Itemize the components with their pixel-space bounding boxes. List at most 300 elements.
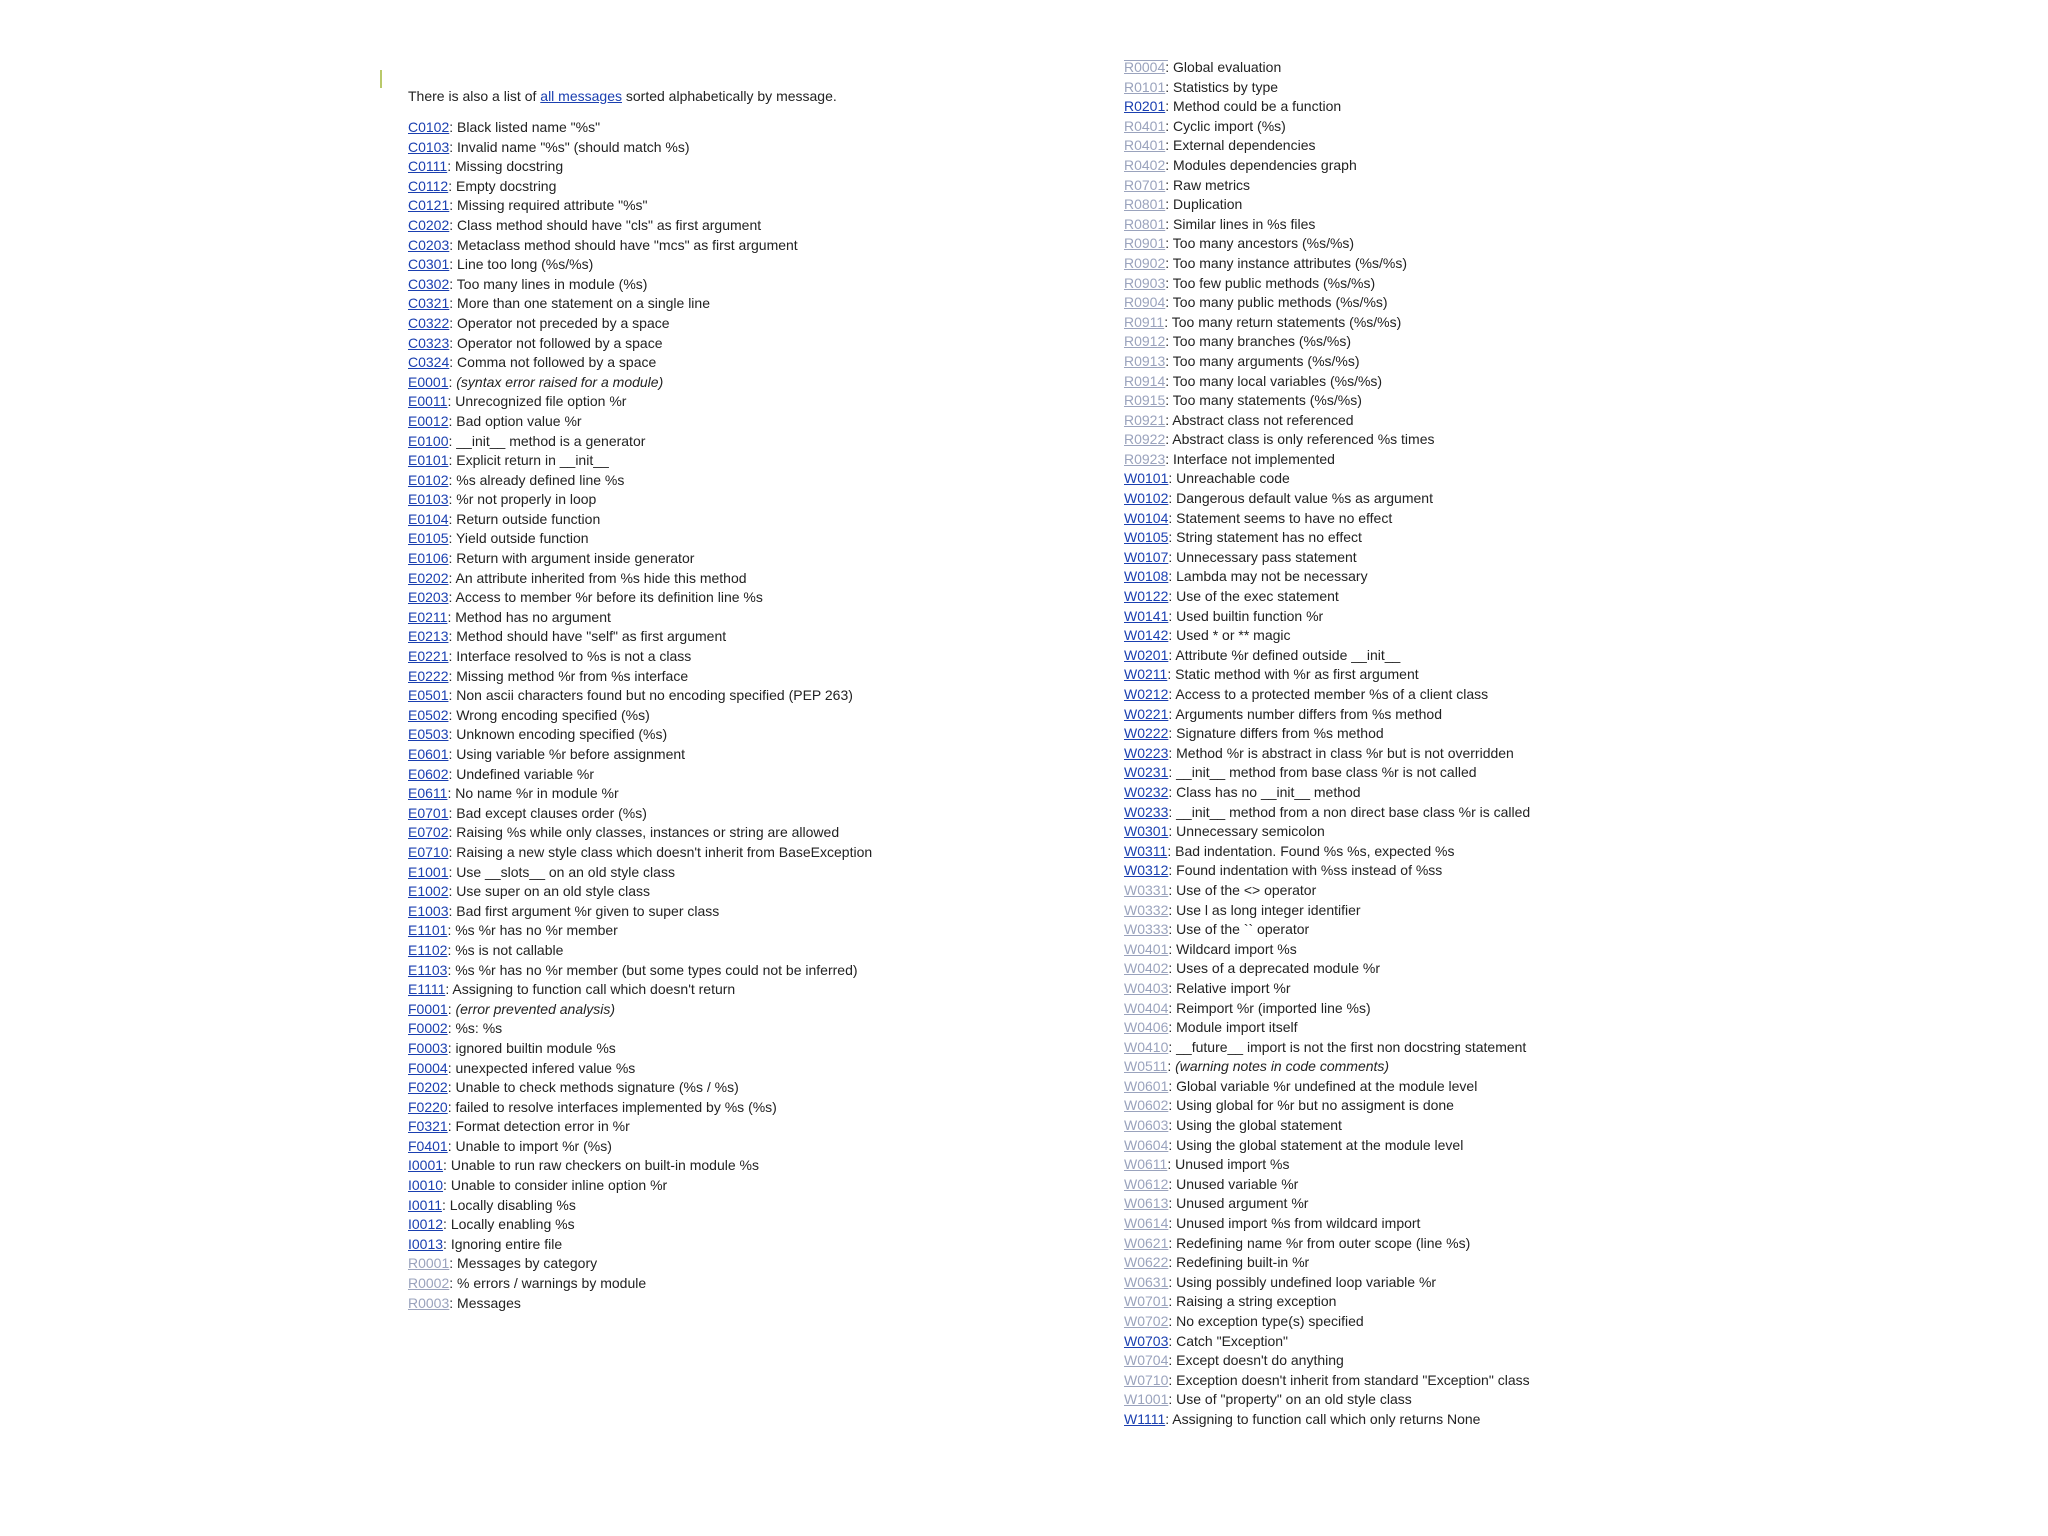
- message-row: [1124, 1371, 1844, 1391]
- message-text: __init__ method is a generator: [456, 432, 646, 449]
- message-row: [1124, 940, 1844, 960]
- message-text: Cyclic import (%s): [1173, 117, 1286, 134]
- separator: :: [1168, 960, 1177, 977]
- message-code-link[interactable]: W0710: [1124, 1371, 1169, 1388]
- separator: :: [1165, 254, 1173, 271]
- message-code-link[interactable]: W0231: [1124, 764, 1169, 781]
- message-code-link[interactable]: E0611: [408, 785, 448, 802]
- message-text: Raw metrics: [1173, 176, 1251, 193]
- separator: :: [1168, 901, 1177, 918]
- message-text: Lambda may not be necessary: [1176, 568, 1368, 585]
- message-code-link[interactable]: W0333: [1124, 921, 1169, 938]
- message-row: [408, 588, 1068, 608]
- message-row: [1124, 293, 1844, 313]
- message-code-link[interactable]: W0603: [1124, 1117, 1169, 1134]
- message-code-link[interactable]: F0002: [408, 1020, 448, 1037]
- message-text: Bad indentation. Found %s %s, expected %s: [1175, 842, 1455, 859]
- message-code-link[interactable]: E0012: [408, 412, 449, 429]
- message-text: Reimport %r (imported line %s): [1176, 999, 1371, 1016]
- message-row: [408, 804, 1068, 824]
- separator: :: [1168, 568, 1177, 585]
- message-text: Unreachable code: [1176, 470, 1290, 487]
- message-code-link[interactable]: R0911: [1124, 313, 1165, 330]
- message-text: failed to resolve interfaces implemented by %s (%s): [455, 1098, 777, 1115]
- separator: :: [447, 608, 456, 625]
- message-row: [1124, 959, 1844, 979]
- separator: :: [1164, 313, 1172, 330]
- message-row: [408, 1000, 1068, 1020]
- message-row: [408, 529, 1068, 549]
- message-row: [408, 667, 1068, 687]
- separator: :: [1168, 764, 1177, 781]
- separator: :: [1168, 803, 1177, 820]
- message-code-link[interactable]: W0404: [1124, 999, 1169, 1016]
- message-code-link[interactable]: W0301: [1124, 823, 1169, 840]
- message-code-link[interactable]: E1102: [408, 941, 448, 958]
- message-code-link[interactable]: E0602: [408, 765, 449, 782]
- separator: :: [449, 275, 457, 292]
- message-row: [408, 745, 1068, 765]
- message-text: Found indentation with %ss instead of %ss: [1176, 862, 1443, 879]
- message-code-link[interactable]: W0403: [1124, 979, 1169, 996]
- separator: :: [1168, 1234, 1177, 1251]
- separator: :: [1168, 999, 1177, 1016]
- message-code-link[interactable]: E0211: [408, 608, 448, 625]
- message-code-link[interactable]: E0105: [408, 530, 449, 547]
- message-code-link[interactable]: R0914: [1124, 372, 1166, 389]
- message-text: No exception type(s) specified: [1176, 1313, 1364, 1329]
- message-text: %s %r has no %r member (but some types could not be inferred): [455, 961, 858, 978]
- message-code-link[interactable]: R0912: [1124, 333, 1166, 350]
- message-code-link[interactable]: E0503: [408, 726, 449, 743]
- message-code-link[interactable]: F0001: [408, 1000, 448, 1017]
- message-code-link[interactable]: R0401: [1124, 117, 1166, 134]
- message-text: (error prevented analysis): [455, 1000, 615, 1017]
- message-text: %s already defined line %s: [456, 471, 625, 488]
- message-row: [408, 1196, 1068, 1216]
- separator: :: [448, 471, 457, 488]
- separator: :: [449, 1255, 458, 1272]
- message-code-link[interactable]: C0203: [408, 236, 450, 253]
- message-code-link[interactable]: W0331: [1124, 881, 1169, 898]
- separator: :: [1165, 411, 1173, 428]
- message-code-link[interactable]: W0604: [1124, 1136, 1169, 1153]
- message-code-link[interactable]: R0701: [1124, 176, 1166, 193]
- message-text: Operator not followed by a space: [457, 334, 663, 351]
- message-code-link[interactable]: W0108: [1124, 568, 1169, 585]
- separator: :: [449, 119, 458, 135]
- message-code-link[interactable]: E0100: [408, 432, 449, 449]
- message-text: Class method should have "cls" as first argument: [457, 216, 762, 233]
- message-code-link[interactable]: F0004: [408, 1059, 448, 1076]
- message-code-link[interactable]: F0401: [408, 1137, 448, 1154]
- message-text: Unable to consider inline option %r: [450, 1177, 668, 1194]
- separator: :: [1165, 352, 1173, 369]
- separator: :: [449, 1275, 458, 1292]
- message-code-link[interactable]: C0111: [408, 158, 448, 175]
- message-code-link[interactable]: E1003: [408, 902, 449, 919]
- message-row: [408, 725, 1068, 745]
- message-code-link[interactable]: E0103: [408, 491, 449, 508]
- message-row: [1124, 1390, 1844, 1410]
- message-row: [1124, 626, 1844, 646]
- message-code-link[interactable]: W0142: [1124, 627, 1169, 644]
- message-row: [408, 1117, 1068, 1137]
- message-text: Redefining name %r from outer scope (line %s): [1176, 1234, 1471, 1251]
- message-text: External dependencies: [1173, 137, 1316, 154]
- message-code-link[interactable]: R0001: [408, 1255, 450, 1272]
- message-row: [408, 1098, 1068, 1118]
- message-text: Unnecessary semicolon: [1176, 823, 1325, 840]
- separator: :: [449, 216, 458, 233]
- message-row: [408, 863, 1068, 883]
- message-row: [1124, 1018, 1844, 1038]
- message-row: [1124, 1194, 1844, 1214]
- message-code-link[interactable]: R0401: [1124, 137, 1166, 154]
- message-code-link[interactable]: W0105: [1124, 529, 1169, 546]
- message-code-link[interactable]: C0322: [408, 314, 450, 331]
- separator: :: [448, 589, 456, 606]
- separator: :: [447, 393, 456, 410]
- message-text: Using the global statement at the module level: [1176, 1136, 1464, 1153]
- message-code-link[interactable]: E0701: [408, 804, 449, 821]
- separator: :: [1168, 490, 1177, 507]
- message-code-link[interactable]: E0221: [408, 648, 449, 665]
- message-text: More than one statement on a single line: [457, 295, 710, 312]
- message-code-link[interactable]: R0003: [408, 1294, 450, 1311]
- message-code-link[interactable]: C0202: [408, 216, 450, 233]
- message-code-link[interactable]: F0220: [408, 1098, 448, 1115]
- separator: :: [1168, 1215, 1177, 1232]
- message-row: [1124, 1410, 1844, 1430]
- message-code-link[interactable]: E0106: [408, 550, 449, 567]
- message-row: [1124, 1253, 1844, 1273]
- message-text: Similar lines in %s files: [1173, 215, 1316, 232]
- message-code-link[interactable]: R0913: [1124, 352, 1166, 369]
- message-row: [1124, 803, 1844, 823]
- separator: :: [448, 824, 457, 841]
- message-code-link[interactable]: E0104: [408, 510, 449, 527]
- message-row: [408, 961, 1068, 981]
- message-code-link[interactable]: R0904: [1124, 294, 1166, 311]
- message-row: [408, 510, 1068, 530]
- message-row: [1124, 822, 1844, 842]
- message-code-link[interactable]: C0302: [408, 275, 450, 292]
- message-text: Too many ancestors (%s/%s): [1172, 235, 1355, 252]
- separator: :: [1168, 1097, 1177, 1114]
- separator: :: [1165, 78, 1174, 95]
- message-code-link[interactable]: R0902: [1124, 254, 1166, 271]
- separator: :: [448, 373, 457, 390]
- message-code-link[interactable]: W0702: [1124, 1313, 1169, 1329]
- message-row: [1124, 1292, 1844, 1312]
- message-row: [1124, 548, 1844, 568]
- message-text: Undefined variable %r: [456, 765, 595, 782]
- separator: :: [1165, 333, 1173, 350]
- message-code-link[interactable]: C0323: [408, 334, 450, 351]
- message-text: Black listed name "%s": [457, 119, 601, 135]
- message-text: Too many branches (%s/%s): [1172, 333, 1351, 350]
- message-code-link[interactable]: C0324: [408, 354, 450, 371]
- message-code-link[interactable]: W0332: [1124, 901, 1169, 918]
- message-code-link[interactable]: E1103: [408, 961, 448, 978]
- message-row: [1124, 744, 1844, 764]
- message-code-link[interactable]: I0013: [408, 1235, 444, 1252]
- message-row: [408, 1254, 1068, 1274]
- message-row: [408, 432, 1068, 452]
- message-code-link[interactable]: W0703: [1124, 1332, 1169, 1349]
- message-code-link[interactable]: W0233: [1124, 803, 1169, 820]
- message-code-link[interactable]: W0222: [1124, 725, 1169, 742]
- message-row: [1124, 1234, 1844, 1254]
- message-code-link[interactable]: W0410: [1124, 1038, 1169, 1055]
- message-code-link[interactable]: R0921: [1124, 411, 1166, 428]
- message-code-link[interactable]: W0122: [1124, 588, 1169, 605]
- message-text: Module import itself: [1176, 1019, 1298, 1036]
- message-text: Return with argument inside generator: [456, 550, 695, 567]
- message-code-link[interactable]: E0502: [408, 706, 449, 723]
- separator: :: [1168, 470, 1177, 487]
- message-code-link[interactable]: R0901: [1124, 235, 1166, 252]
- message-code-link[interactable]: F0202: [408, 1079, 448, 1096]
- separator: :: [448, 765, 457, 782]
- message-text: Unable to import %r (%s): [455, 1137, 612, 1154]
- message-code-link[interactable]: W0401: [1124, 940, 1169, 957]
- message-code-link[interactable]: R0801: [1124, 215, 1166, 232]
- message-text: Class has no __init__ method: [1176, 783, 1361, 800]
- message-code-link[interactable]: R0922: [1124, 431, 1166, 448]
- message-row: [408, 647, 1068, 667]
- message-code-link[interactable]: E0203: [408, 589, 449, 606]
- message-row: [408, 1294, 1068, 1314]
- message-row: [1124, 1273, 1844, 1293]
- message-code-link[interactable]: W0611: [1124, 1156, 1168, 1173]
- message-row: [1124, 1155, 1844, 1175]
- separator: :: [448, 510, 457, 527]
- message-code-link[interactable]: C0103: [408, 138, 450, 155]
- message-code-link[interactable]: R0004: [1124, 59, 1166, 75]
- message-text: (warning notes in code comments): [1175, 1058, 1390, 1075]
- separator: :: [449, 314, 458, 331]
- message-code-link[interactable]: W0201: [1124, 646, 1169, 663]
- message-code-link[interactable]: C0121: [408, 197, 450, 214]
- message-code-link[interactable]: W0511: [1124, 1058, 1168, 1075]
- message-code-link[interactable]: W0221: [1124, 705, 1169, 722]
- separator: :: [449, 295, 458, 312]
- message-text: Method should have "self" as first argument: [456, 628, 727, 645]
- separator: :: [1165, 59, 1174, 75]
- all-messages-link[interactable]: all messages: [540, 88, 622, 104]
- message-code-link[interactable]: E0213: [408, 628, 449, 645]
- message-code-link[interactable]: W0614: [1124, 1215, 1169, 1232]
- separator: :: [448, 902, 457, 919]
- message-text: Use of the exec statement: [1176, 588, 1339, 605]
- separator: :: [447, 1059, 456, 1076]
- message-code-link[interactable]: E0011: [408, 393, 448, 410]
- separator: :: [1168, 1313, 1177, 1329]
- message-code-link[interactable]: W0406: [1124, 1019, 1169, 1036]
- message-code-link[interactable]: R0002: [408, 1275, 450, 1292]
- message-text: ignored builtin module %s: [455, 1039, 616, 1056]
- message-text: Too many statements (%s/%s): [1172, 392, 1362, 409]
- message-code-link[interactable]: C0102: [408, 119, 450, 135]
- message-text: Global evaluation: [1173, 59, 1282, 75]
- message-row: [1124, 215, 1844, 235]
- separator: :: [1168, 940, 1177, 957]
- intro-text: [408, 86, 1068, 106]
- separator: :: [448, 706, 457, 723]
- message-row: [408, 412, 1068, 432]
- separator: :: [448, 628, 457, 645]
- message-row: [1124, 881, 1844, 901]
- message-row: [1124, 567, 1844, 587]
- message-row: [1124, 1332, 1844, 1352]
- separator: :: [1168, 686, 1176, 702]
- message-code-link[interactable]: E1111: [408, 981, 446, 998]
- message-code-link[interactable]: W0612: [1124, 1175, 1169, 1192]
- message-code-link[interactable]: W0402: [1124, 960, 1169, 977]
- message-text: Wrong encoding specified (%s): [456, 706, 650, 723]
- separator: :: [1168, 1371, 1177, 1388]
- message-code-link[interactable]: R0923: [1124, 450, 1166, 467]
- message-row: [408, 1059, 1068, 1079]
- message-code-link[interactable]: W0212: [1124, 686, 1169, 702]
- message-text: Unable to run raw checkers on built-in module %s: [450, 1157, 759, 1174]
- message-code-link[interactable]: W0621: [1124, 1234, 1169, 1251]
- message-code-link[interactable]: R0402: [1124, 156, 1166, 173]
- message-code-link[interactable]: W0223: [1124, 744, 1169, 761]
- message-row: [1124, 352, 1844, 372]
- separator: :: [1168, 607, 1177, 624]
- message-code-link[interactable]: R0915: [1124, 392, 1166, 409]
- message-code-link[interactable]: F0321: [408, 1118, 448, 1135]
- message-code-link[interactable]: E0222: [408, 667, 449, 684]
- message-text: Line too long (%s/%s): [457, 256, 594, 273]
- message-row: [408, 1019, 1068, 1039]
- message-text: Catch "Exception": [1176, 1332, 1289, 1349]
- right-column: [1124, 58, 1844, 1430]
- message-code-link[interactable]: W0102: [1124, 490, 1169, 507]
- message-row: [1124, 646, 1844, 666]
- message-code-link[interactable]: W1001: [1124, 1391, 1169, 1408]
- message-code-link[interactable]: I0010: [408, 1177, 444, 1194]
- message-text: Too many lines in module (%s): [456, 275, 648, 292]
- message-row: [1124, 1136, 1844, 1156]
- message-row: [408, 1156, 1068, 1176]
- message-row: [408, 686, 1068, 706]
- message-row: [1124, 274, 1844, 294]
- message-code-link[interactable]: I0001: [408, 1157, 444, 1174]
- message-row: [1124, 78, 1844, 98]
- message-text: Abstract class is only referenced %s times: [1172, 431, 1435, 448]
- message-code-link[interactable]: R0101: [1124, 78, 1166, 95]
- message-code-link[interactable]: W0101: [1124, 470, 1169, 487]
- message-code-link[interactable]: W0602: [1124, 1097, 1169, 1114]
- message-row: [1124, 920, 1844, 940]
- message-code-link[interactable]: E1002: [408, 883, 449, 900]
- separator: :: [1167, 842, 1176, 859]
- message-text: Access to a protected member %s of a client class: [1175, 686, 1489, 702]
- message-code-link[interactable]: E1101: [408, 922, 448, 939]
- message-code-link[interactable]: R0201: [1124, 98, 1166, 115]
- separator: :: [1168, 1254, 1177, 1271]
- separator: :: [448, 452, 457, 469]
- message-row: [1124, 489, 1844, 509]
- message-row: [1124, 724, 1844, 744]
- message-code-link[interactable]: E0702: [408, 824, 449, 841]
- message-code-link[interactable]: E0202: [408, 569, 449, 586]
- message-code-link[interactable]: W0312: [1124, 862, 1169, 879]
- message-code-link[interactable]: R0801: [1124, 196, 1166, 213]
- message-text: __future__ import is not the first non docstring statement: [1176, 1038, 1527, 1055]
- message-row: [408, 138, 1068, 158]
- message-code-link[interactable]: W1111: [1124, 1410, 1166, 1427]
- message-text: Unused import %s: [1175, 1156, 1290, 1173]
- message-code-link[interactable]: W0704: [1124, 1352, 1169, 1369]
- message-code-link[interactable]: W0622: [1124, 1254, 1169, 1271]
- separator: :: [1165, 156, 1174, 173]
- message-text: Unnecessary pass statement: [1176, 548, 1357, 565]
- separator: :: [448, 863, 457, 880]
- message-text: Arguments number differs from %s method: [1175, 705, 1443, 722]
- message-code-link[interactable]: W0107: [1124, 548, 1169, 565]
- message-row: [408, 549, 1068, 569]
- separator: :: [1168, 627, 1177, 644]
- message-code-link[interactable]: I0012: [408, 1216, 444, 1233]
- message-code-link[interactable]: W0211: [1124, 666, 1168, 683]
- message-row: [408, 882, 1068, 902]
- message-code-link[interactable]: E0001: [408, 373, 449, 390]
- separator: :: [449, 1294, 458, 1311]
- message-code-link[interactable]: E0501: [408, 687, 449, 704]
- message-code-link[interactable]: W0631: [1124, 1273, 1169, 1290]
- message-code-link[interactable]: C0301: [408, 256, 450, 273]
- message-row: [1124, 332, 1844, 352]
- message-row: [1124, 1351, 1844, 1371]
- message-code-link[interactable]: W0613: [1124, 1195, 1169, 1212]
- message-code-link[interactable]: R0903: [1124, 274, 1166, 291]
- message-code-link[interactable]: W0104: [1124, 509, 1169, 526]
- message-row: [1124, 999, 1844, 1019]
- separator: :: [1168, 979, 1177, 996]
- message-code-link[interactable]: I0011: [408, 1196, 442, 1213]
- message-code-link[interactable]: C0321: [408, 295, 450, 312]
- message-row: [1124, 411, 1844, 431]
- message-code-link[interactable]: C0112: [408, 177, 449, 194]
- separator: :: [448, 177, 456, 194]
- separator: :: [1168, 823, 1177, 840]
- message-code-link[interactable]: W0141: [1124, 607, 1169, 624]
- message-row: [1124, 450, 1844, 470]
- separator: :: [448, 530, 457, 547]
- message-row: [408, 490, 1068, 510]
- message-code-link[interactable]: E0101: [408, 452, 449, 469]
- message-code-link[interactable]: W0311: [1124, 842, 1168, 859]
- message-text: Interface resolved to %s is not a class: [456, 648, 692, 665]
- message-code-link[interactable]: W0232: [1124, 783, 1169, 800]
- message-code-link[interactable]: F0003: [408, 1039, 448, 1056]
- message-code-link[interactable]: E0601: [408, 746, 449, 762]
- message-code-link[interactable]: E0710: [408, 843, 449, 860]
- message-code-link[interactable]: W0601: [1124, 1077, 1169, 1094]
- separator: :: [1168, 1195, 1177, 1212]
- message-code-link[interactable]: E0102: [408, 471, 449, 488]
- message-code-link[interactable]: E1001: [408, 863, 449, 880]
- message-row: [1124, 117, 1844, 137]
- message-code-link[interactable]: W0701: [1124, 1293, 1169, 1310]
- separator: :: [1168, 1293, 1177, 1310]
- separator: :: [447, 1098, 456, 1115]
